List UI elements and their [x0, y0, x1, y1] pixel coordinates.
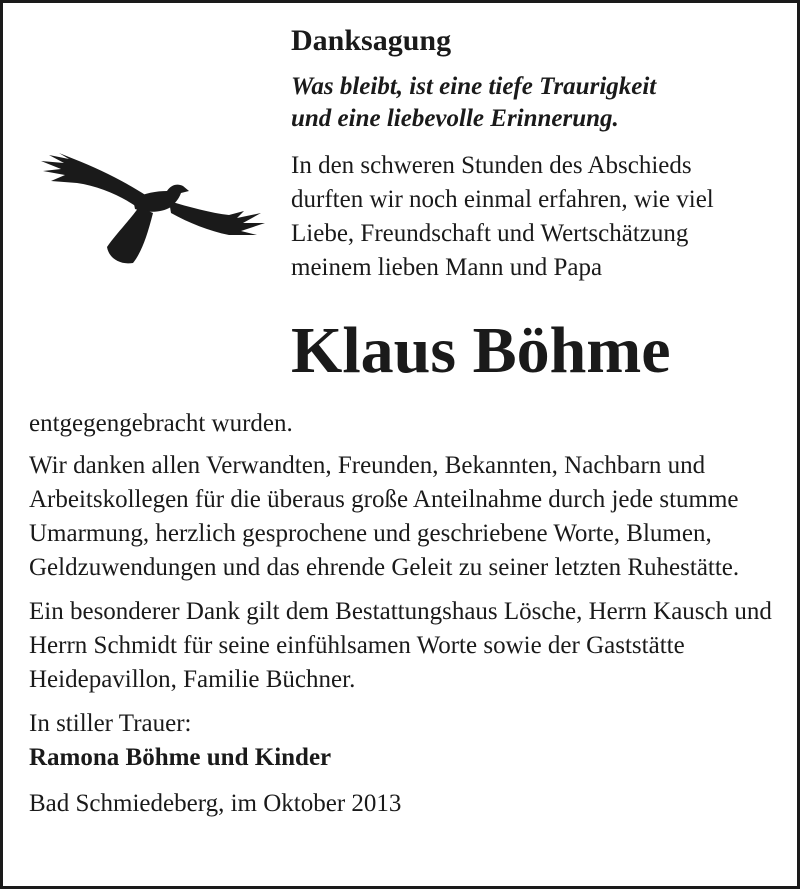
- intro-line: Liebe, Freundschaft und Wertschätzung: [291, 220, 689, 247]
- intro-paragraph: [291, 149, 714, 285]
- signoff-text: In stiller Trauer:: [29, 710, 192, 737]
- place-date: Bad Schmiedeberg, im Oktober 2013: [29, 790, 402, 817]
- motto-quote: [291, 71, 656, 135]
- signer-name: Ramona Böhme und Kinder: [29, 744, 332, 771]
- deceased-name: Klaus Böhme: [291, 314, 671, 387]
- intro-tail: entgegengebracht wurden.: [29, 410, 293, 437]
- intro-line: meinem lieben Mann und Papa: [291, 254, 603, 281]
- soaring-bird-icon: [29, 141, 269, 271]
- notice-heading: Danksagung: [291, 24, 452, 57]
- notice-body: [29, 407, 789, 821]
- special-thanks-paragraph: Ein besonderer Dank gilt dem Bestattungshaus Lösche, Herrn Kausch und Herrn Schmidt für seine einfühlsamen Worte sowie der Gaststätte Heidepavillon, Familie Büchner.: [29, 598, 772, 693]
- motto-line: Was bleibt, ist eine tiefe Traurigkeit: [291, 73, 657, 100]
- thanks-paragraph: Wir danken allen Verwandten, Freunden, Bekannten, Nachbarn und Arbeitskollegen für die überaus große Anteilnahme durch jede stumme Umarmung, herzlich gesprochene und geschriebene Worte, Blumen, Geldzuwendungen und das ehrende Geleit zu seiner letzten Ruhestätte.: [29, 452, 740, 581]
- intro-line: durften wir noch einmal erfahren, wie viel: [291, 186, 714, 213]
- motto-line: und eine liebevolle Erinnerung.: [291, 105, 619, 132]
- intro-line: In den schweren Stunden des Abschieds: [291, 152, 692, 179]
